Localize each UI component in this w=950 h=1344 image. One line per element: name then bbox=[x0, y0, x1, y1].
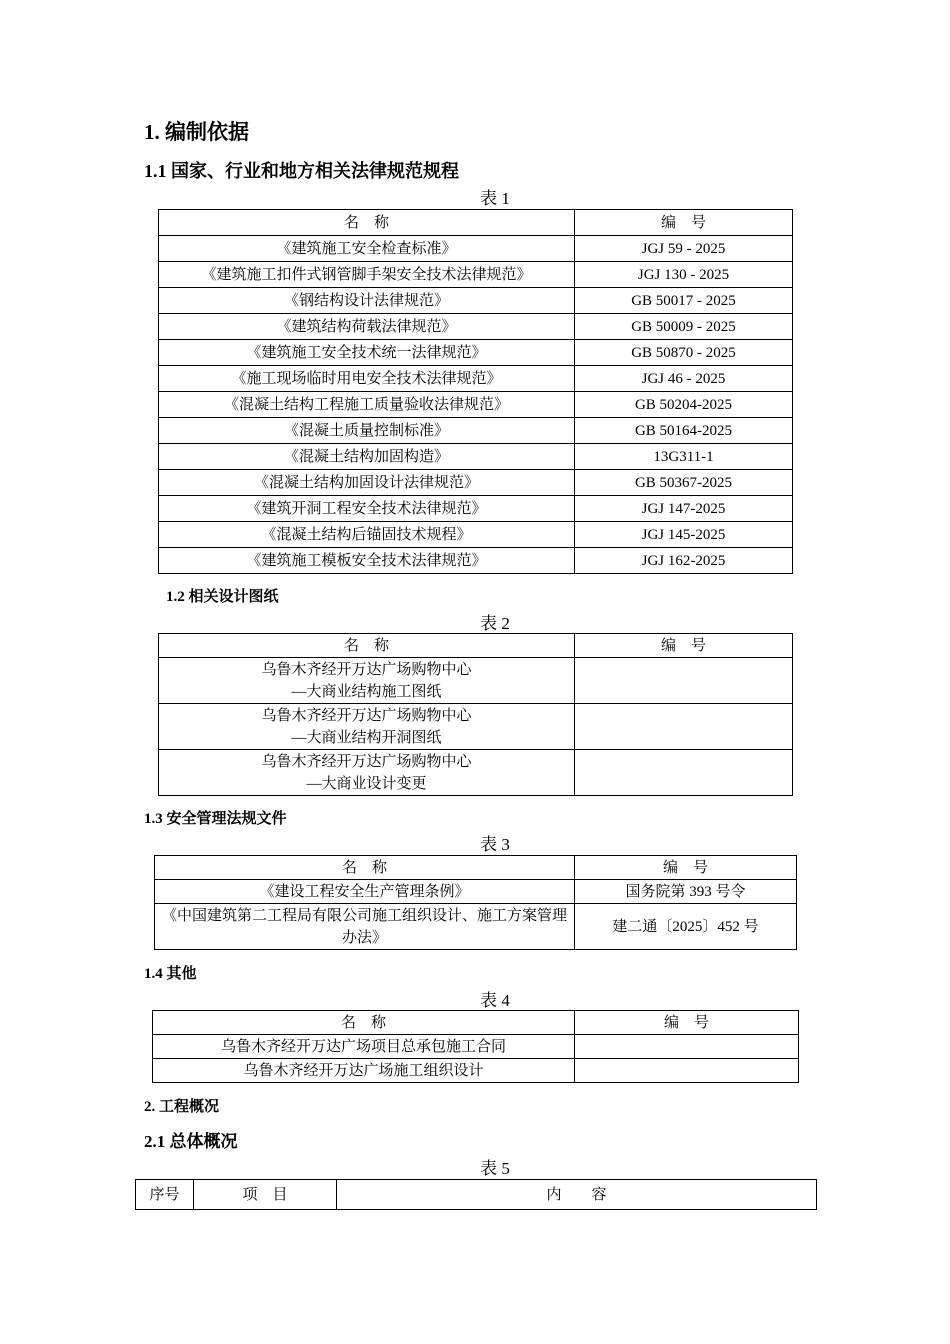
table-row bbox=[159, 496, 793, 522]
table-cell: JGJ 130 - 2025 bbox=[575, 262, 793, 288]
table-cell: 《施工现场临时用电安全技术法律规范》 bbox=[159, 366, 575, 392]
table-cell bbox=[159, 658, 575, 704]
table-5-header-cell: 序号 bbox=[136, 1180, 194, 1210]
table-row bbox=[159, 470, 793, 496]
table-5-caption: 表 5 bbox=[480, 1159, 510, 1178]
table-cell: 《钢结构设计法律规范》 bbox=[159, 288, 575, 314]
table-5-header-cell: 项 目 bbox=[194, 1180, 337, 1210]
table-cell: GB 50204-2025 bbox=[575, 392, 793, 418]
table-cell-line: —大商业结构开洞图纸 bbox=[291, 729, 442, 746]
table-1-caption: 表 1 bbox=[480, 189, 510, 208]
table-cell: GB 50009 - 2025 bbox=[575, 314, 793, 340]
table-cell: 《混凝土质量控制标准》 bbox=[159, 418, 575, 444]
table-row bbox=[159, 236, 793, 262]
table-header-row bbox=[153, 1011, 799, 1035]
table-row bbox=[159, 340, 793, 366]
table-4-caption: 表 4 bbox=[480, 991, 510, 1010]
table-cell: JGJ 145-2025 bbox=[575, 522, 793, 548]
table-cell: JGJ 46 - 2025 bbox=[575, 366, 793, 392]
table-header-row bbox=[159, 634, 793, 658]
section-title-1-1: 1.1 国家、行业和地方相关法律规范规程 bbox=[144, 161, 459, 181]
table-cell: 《混凝土结构后锚固技术规程》 bbox=[159, 522, 575, 548]
table-cell: 《中国建筑第二工程局有限公司施工组织设计、施工方案管理办法》 bbox=[155, 904, 575, 950]
table-cell: 《混凝土结构加固设计法律规范》 bbox=[159, 470, 575, 496]
table-cell: GB 50367-2025 bbox=[575, 470, 793, 496]
table-cell: 建二通〔2025〕452 号 bbox=[575, 904, 797, 950]
table-cell bbox=[575, 704, 793, 750]
table-cell: 名 称 bbox=[159, 634, 575, 658]
table-cell: 名 称 bbox=[155, 856, 575, 880]
table-cell-line: —大商业设计变更 bbox=[306, 775, 427, 792]
table-cell bbox=[575, 658, 793, 704]
table-cell: 编 号 bbox=[575, 1011, 799, 1035]
table-cell bbox=[575, 1035, 799, 1059]
table-cell-line: 乌鲁木齐经开万达广场购物中心 bbox=[261, 661, 472, 678]
table-cell: 《建设工程安全生产管理条例》 bbox=[155, 880, 575, 904]
table-cell: 《混凝土结构工程施工质量验收法律规范》 bbox=[159, 392, 575, 418]
section-title-1-4: 1.4 其他 bbox=[144, 966, 197, 982]
table-cell: 乌鲁木齐经开万达广场施工组织设计 bbox=[153, 1059, 575, 1083]
table-cell: 国务院第 393 号令 bbox=[575, 880, 797, 904]
table-cell: 名 称 bbox=[153, 1011, 575, 1035]
table-row bbox=[159, 314, 793, 340]
table-cell-line: 乌鲁木齐经开万达广场购物中心 bbox=[261, 707, 472, 724]
section-title-2: 2. 工程概况 bbox=[144, 1099, 220, 1115]
table-row bbox=[159, 262, 793, 288]
table-row bbox=[159, 444, 793, 470]
table-row bbox=[159, 392, 793, 418]
section-title-2-1: 2.1 总体概况 bbox=[144, 1132, 238, 1151]
table-cell bbox=[575, 750, 793, 796]
table-5 bbox=[135, 1179, 817, 1210]
table-2-caption: 表 2 bbox=[480, 614, 510, 633]
table-row bbox=[159, 750, 793, 796]
table-row bbox=[155, 880, 797, 904]
table-5-header-row bbox=[136, 1180, 817, 1210]
table-row bbox=[159, 704, 793, 750]
table-cell: GB 50164-2025 bbox=[575, 418, 793, 444]
table-row bbox=[159, 288, 793, 314]
table-cell bbox=[159, 704, 575, 750]
table-1 bbox=[158, 209, 793, 574]
table-cell: GB 50017 - 2025 bbox=[575, 288, 793, 314]
table-cell: 名 称 bbox=[159, 210, 575, 236]
table-3 bbox=[154, 855, 797, 950]
table-cell-line: 乌鲁木齐经开万达广场购物中心 bbox=[261, 753, 472, 770]
table-cell: 乌鲁木齐经开万达广场项目总承包施工合同 bbox=[153, 1035, 575, 1059]
table-cell: 《建筑施工扣件式钢管脚手架安全技术法律规范》 bbox=[159, 262, 575, 288]
section-title-1: 1. 编制依据 bbox=[144, 120, 249, 144]
table-cell: 《建筑施工安全技术统一法律规范》 bbox=[159, 340, 575, 366]
table-cell: 编 号 bbox=[575, 634, 793, 658]
table-cell bbox=[159, 750, 575, 796]
table-cell: JGJ 147-2025 bbox=[575, 496, 793, 522]
table-row bbox=[153, 1059, 799, 1083]
table-header-row bbox=[155, 856, 797, 880]
table-row bbox=[159, 366, 793, 392]
table-cell: 《混凝土结构加固构造》 bbox=[159, 444, 575, 470]
table-cell: 13G311-1 bbox=[575, 444, 793, 470]
table-cell: 编 号 bbox=[575, 210, 793, 236]
table-cell: JGJ 59 - 2025 bbox=[575, 236, 793, 262]
table-row bbox=[159, 548, 793, 574]
table-row bbox=[155, 904, 797, 950]
table-4 bbox=[152, 1010, 799, 1083]
table-5-header-cell: 内 容 bbox=[337, 1180, 817, 1210]
table-2 bbox=[158, 633, 793, 796]
table-cell bbox=[575, 1059, 799, 1083]
table-row bbox=[153, 1035, 799, 1059]
table-row bbox=[159, 522, 793, 548]
table-row bbox=[159, 658, 793, 704]
table-cell-line: —大商业结构施工图纸 bbox=[291, 683, 442, 700]
section-title-1-2: 1.2 相关设计图纸 bbox=[166, 589, 279, 605]
table-cell: JGJ 162-2025 bbox=[575, 548, 793, 574]
table-cell: 《建筑施工模板安全技术法律规范》 bbox=[159, 548, 575, 574]
table-cell: GB 50870 - 2025 bbox=[575, 340, 793, 366]
table-header-row bbox=[159, 210, 793, 236]
table-cell: 《建筑开洞工程安全技术法律规范》 bbox=[159, 496, 575, 522]
table-row bbox=[159, 418, 793, 444]
table-cell: 编 号 bbox=[575, 856, 797, 880]
section-title-1-3: 1.3 安全管理法规文件 bbox=[144, 811, 287, 827]
table-cell: 《建筑结构荷载法律规范》 bbox=[159, 314, 575, 340]
table-3-caption: 表 3 bbox=[480, 835, 510, 854]
table-cell: 《建筑施工安全检查标准》 bbox=[159, 236, 575, 262]
